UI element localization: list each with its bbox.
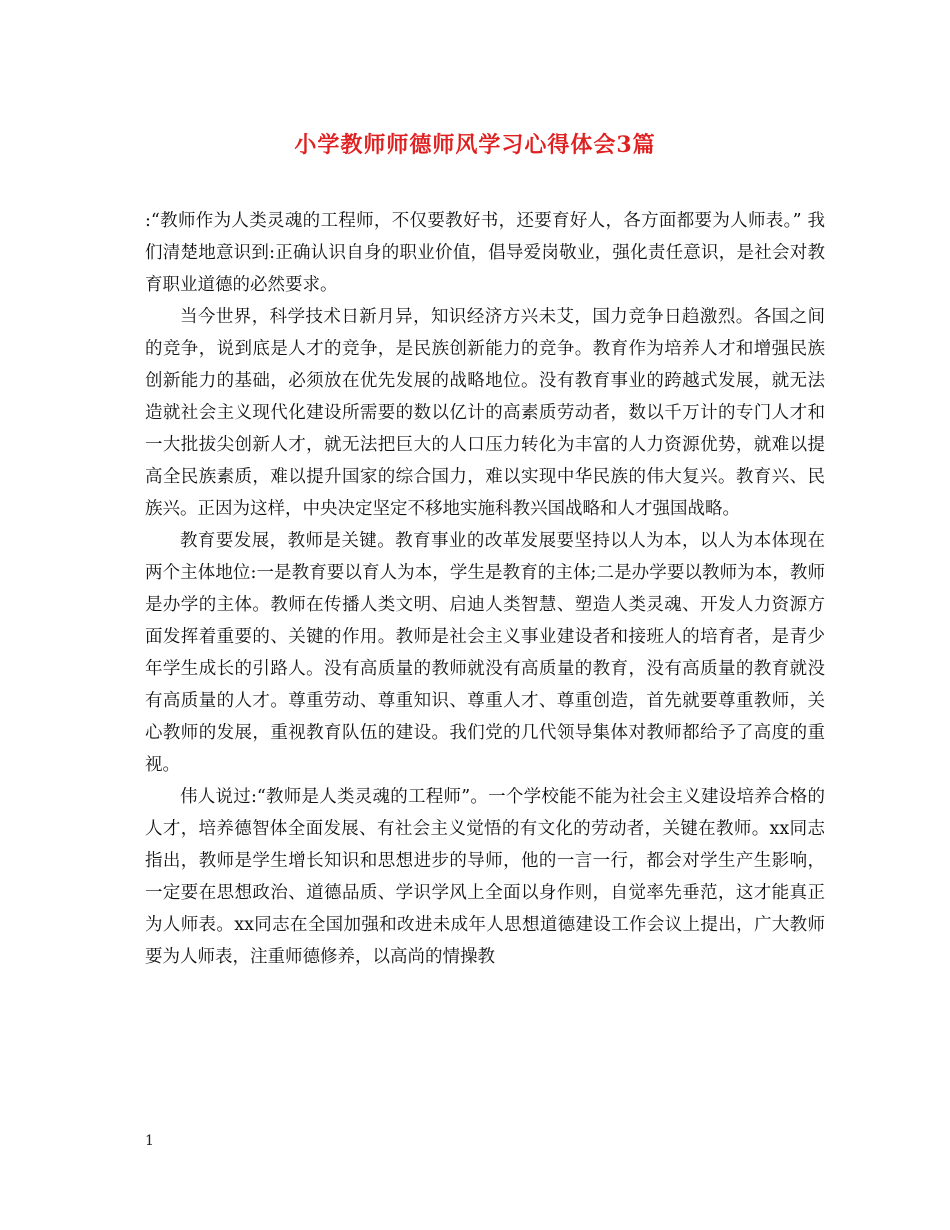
- paragraph-2: 当今世界，科学技术日新月异，知识经济方兴未艾，国力竞争日趋激烈。各国之间的竞争，说到底是人才的竞争，是民族创新能力的竞争。教育作为培养人才和增强民族创新能力的基础，必须放在优先发展的战略地位。没有教育事业的跨越式发展，就无法造就社会主义现代化建设所需要的数以亿计的高素质劳动者，数以千万计的专门人才和一大批拔尖创新人才，就无法把巨大的人口压力转化为丰富的人力资源优势，就难以提高全民族素质，难以提升国家的综合国力，难以实现中华民族的伟大复兴。教育兴、民族兴。正因为这样，中央决定坚定不移地实施科教兴国战略和人才强国战略。: [145, 307, 825, 519]
- document-title: 小学教师师德师风学习心得体会3篇: [294, 132, 656, 158]
- page-number: 1: [145, 1133, 154, 1149]
- paragraph-1: :“教师作为人类灵魂的工程师，不仅要教好书，还要育好人，各方面都要为人师表。” 我们清楚地意识到:正确认识自身的职业价值，倡导爱岗敬业，强化责任意识，是社会对教育职业道德的必然要求。: [145, 211, 825, 295]
- paragraph-4: 伟人说过:“教师是人类灵魂的工程师”。一个学校能不能为社会主义建设培养合格的人才，培养德智体全面发展、有社会主义觉悟的有文化的劳动者，关键在教师。xx同志指出，教师是学生增长知识和思想进步的导师，他的一言一行，都会对学生产生影响，一定要在思想政治、道德品质、学识学风上全面以身作则，自觉率先垂范，这才能真正为人师表。xx同志在全国加强和改进未成年人思想道德建设工作会议上提出，广大教师要为人师表，注重师德修养，以高尚的情操教: [145, 787, 825, 967]
- document-body: [145, 205, 825, 973]
- paragraph-3: 教育要发展，教师是关键。教育事业的改革发展要坚持以人为本，以人为本体现在两个主体地位:一是教育要以育人为本，学生是教育的主体;二是办学要以教师为本，教师是办学的主体。教师在传播人类文明、启迪人类智慧、塑造人类灵魂、开发人力资源方面发挥着重要的、关键的作用。教师是社会主义事业建设者和接班人的培育者，是青少年学生成长的引路人。没有高质量的教师就没有高质量的教育，没有高质量的教育就没有高质量的人才。尊重劳动、尊重知识、尊重人才、尊重创造，首先就要尊重教师，关心教师的发展，重视教育队伍的建设。我们党的几代领导集体对教师都给予了高度的重视。: [145, 531, 825, 775]
